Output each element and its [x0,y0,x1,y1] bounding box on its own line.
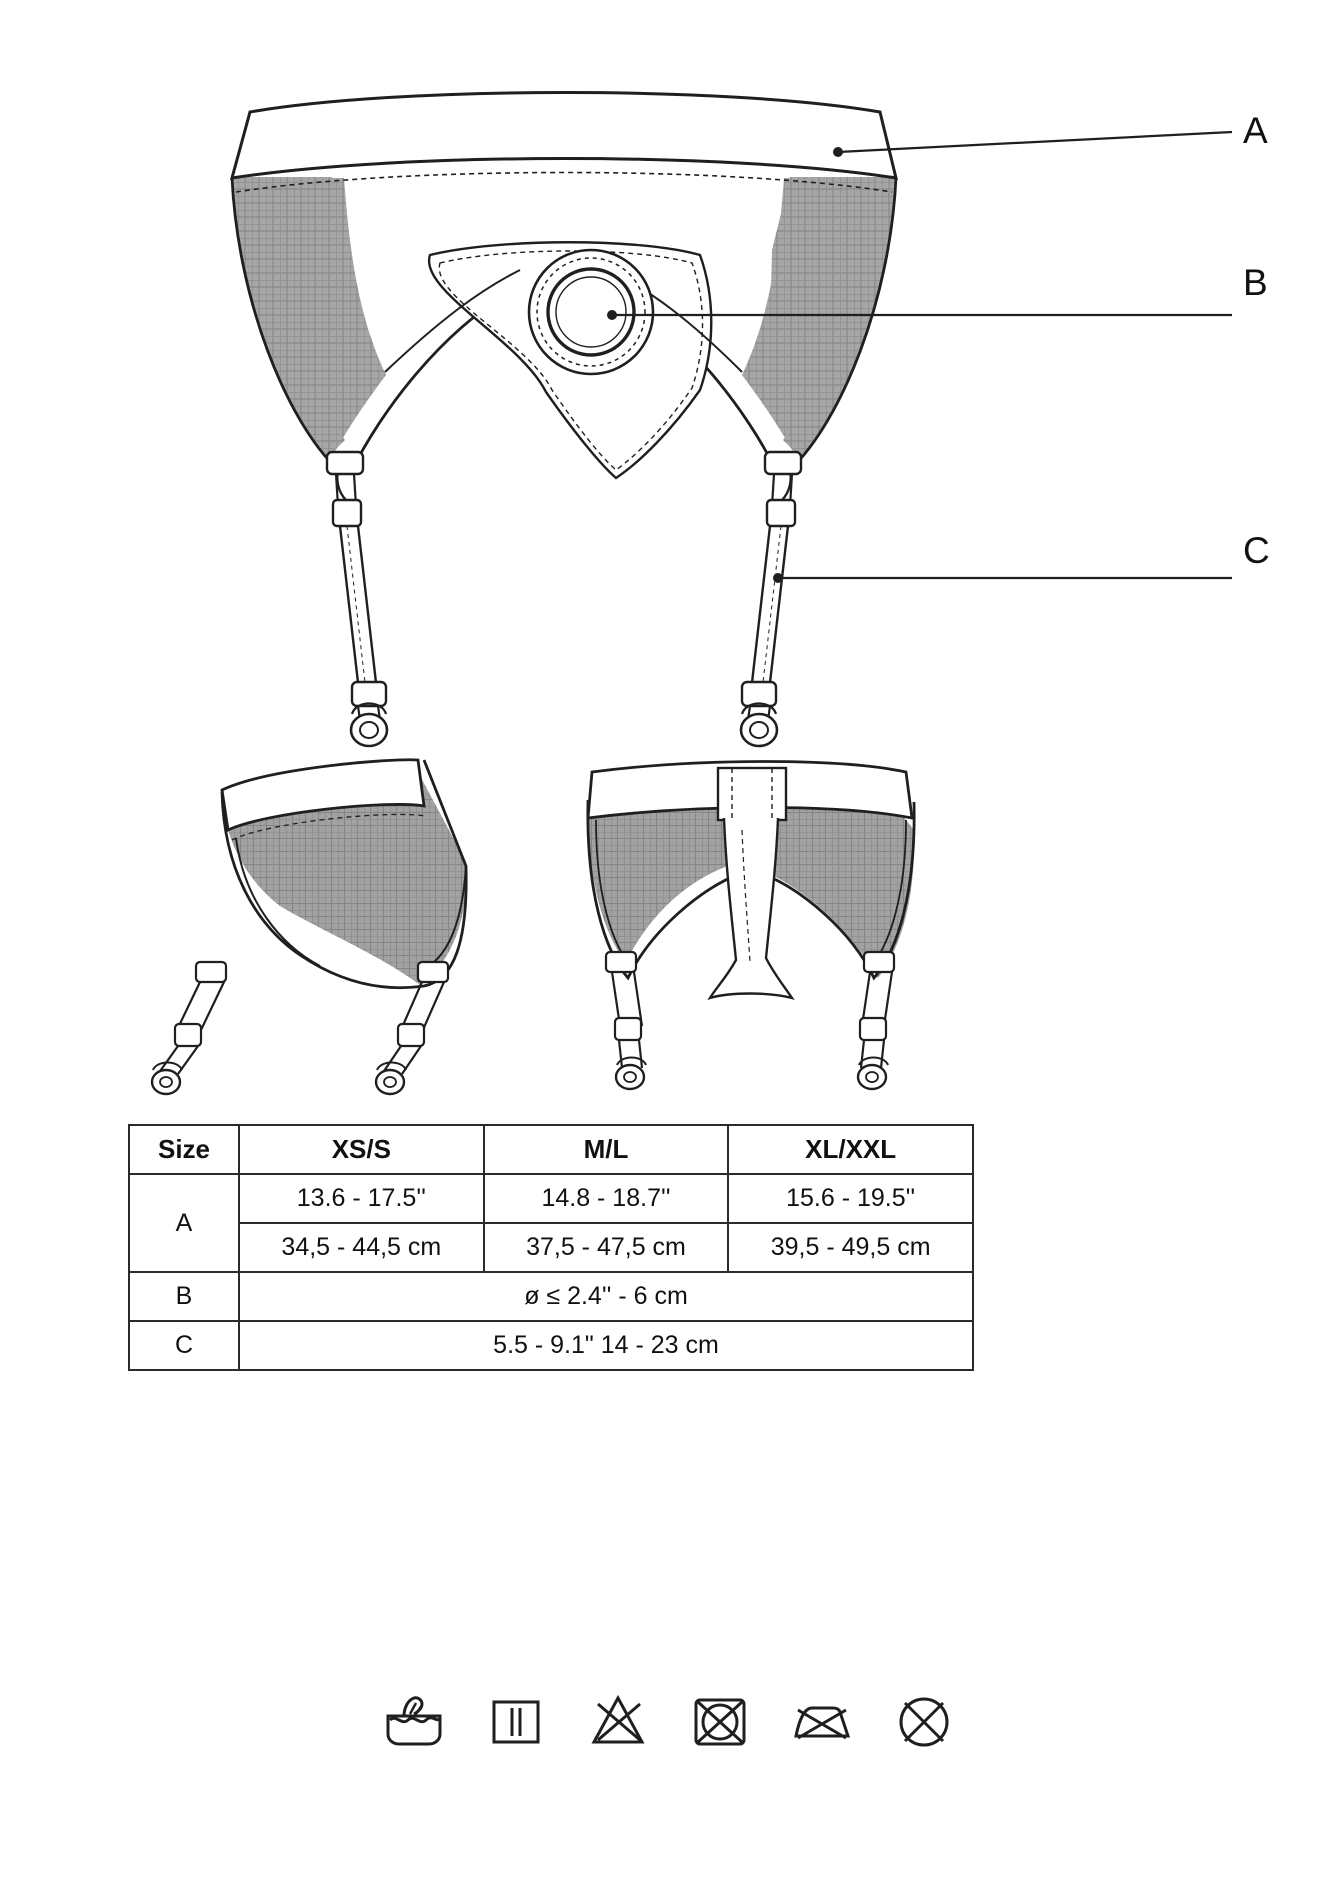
size-table [128,1124,974,1371]
back-strap-left [606,952,646,1089]
cell-a-ml-in: 14.8 - 18.7'' [484,1174,729,1223]
do-not-dry-clean-icon [892,1690,956,1754]
back-strap-right [858,952,894,1089]
callout-c-dot [773,573,783,583]
cell-a-xl-cm: 39,5 - 49,5 cm [728,1223,973,1272]
callout-label-b: B [1243,262,1269,303]
header-m-l: M/L [484,1125,729,1174]
table-header-row [129,1125,973,1174]
cell-a-xl-in: 15.6 - 19.5'' [728,1174,973,1223]
garter-strap-right [741,452,801,746]
hand-wash-icon [382,1690,446,1754]
cell-a-xs-cm: 34,5 - 44,5 cm [239,1223,484,1272]
table-row [129,1174,973,1223]
header-size: Size [129,1125,239,1174]
callout-label-a: A [1243,110,1269,151]
do-not-bleach-icon [586,1690,650,1754]
callout-label-c: C [1243,530,1271,571]
back-view-garter-belt [588,762,914,1090]
garter-strap-left [327,452,387,746]
table-row [129,1321,973,1370]
front-view-garter-belt [232,93,896,747]
cell-a-ml-cm: 37,5 - 47,5 cm [484,1223,729,1272]
o-ring [529,250,653,374]
cell-b-value: ø ≤ 2.4'' - 6 cm [239,1272,973,1321]
row-label-a: A [129,1174,239,1272]
row-label-c: C [129,1321,239,1370]
do-not-tumble-dry-icon [688,1690,752,1754]
cell-a-xs-in: 13.6 - 17.5'' [239,1174,484,1223]
callout-b-dot [607,310,617,320]
do-not-iron-icon [790,1690,854,1754]
cell-c-value: 5.5 - 9.1" 14 - 23 cm [239,1321,973,1370]
header-xs-s: XS/S [239,1125,484,1174]
table-row [129,1223,973,1272]
side-view-garter-belt [152,760,467,1094]
row-label-b: B [129,1272,239,1321]
header-xl-xxl: XL/XXL [728,1125,973,1174]
side-strap-left [152,962,226,1094]
drip-dry-icon [484,1690,548,1754]
table-row [129,1272,973,1321]
care-symbols-row [0,1690,1338,1754]
size-table-wrapper [128,1124,974,1371]
callout-a-dot [833,147,843,157]
side-strap-right [376,962,448,1094]
